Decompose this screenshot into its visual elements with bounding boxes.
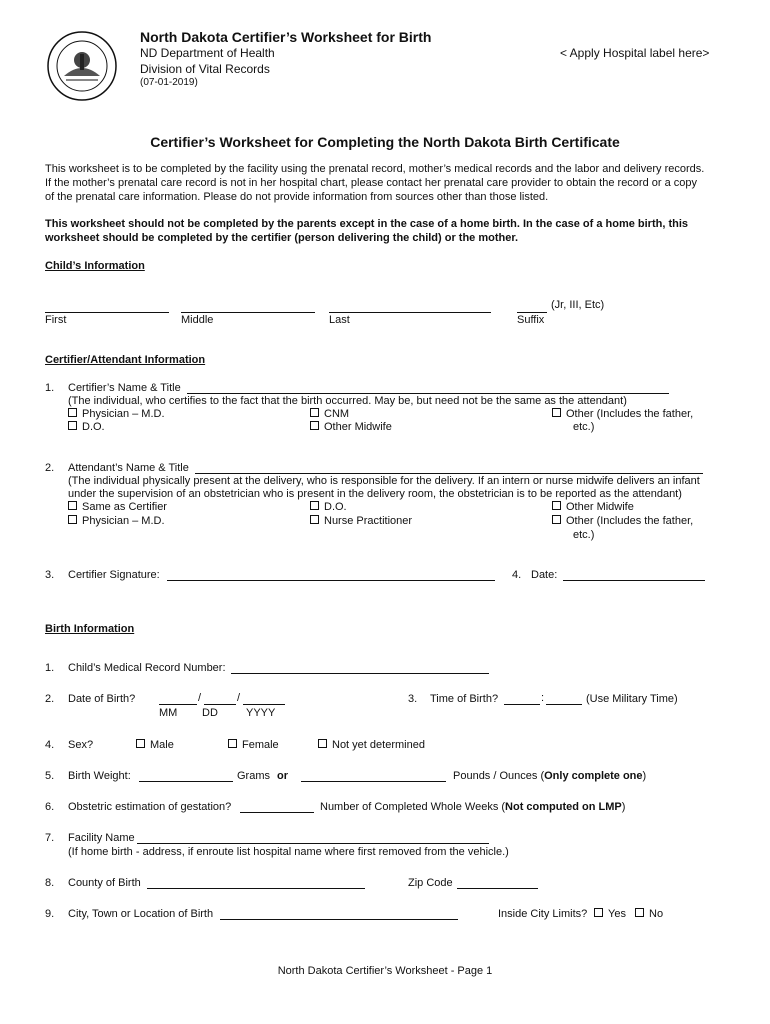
attendant-note-2: under the supervision of an obstetrician who is present in the delivery room, the obstetrician is to be reported as the attendant) [68, 488, 682, 500]
option-label: Physician – M.D. [82, 408, 165, 420]
mm-label: MM [159, 707, 178, 719]
suffix-field[interactable] [517, 301, 547, 313]
city-field[interactable] [220, 908, 458, 920]
checkbox-icon [552, 408, 561, 417]
checkbox-attendant-other-midwife[interactable] [552, 501, 634, 513]
checkbox-icon [228, 739, 237, 748]
checkbox-icon [68, 421, 77, 430]
checkbox-other-midwife[interactable] [310, 421, 392, 433]
time-of-birth-label: Time of Birth? [430, 693, 499, 705]
checkbox-icon [635, 908, 644, 917]
zip-label: Zip Code [408, 877, 453, 889]
yyyy-label: YYYY [246, 707, 276, 719]
military-time-note: (Use Military Time) [586, 693, 678, 705]
b3-number: 3. [408, 693, 418, 705]
main-title: Certifier’s Worksheet for Completing the North Dakota Birth Certificate [150, 134, 620, 150]
seal-icon [46, 30, 118, 102]
certifier-name-field[interactable] [187, 382, 669, 394]
middle-name-field[interactable] [181, 301, 315, 313]
close-paren: ) [642, 770, 647, 782]
certifier-note: (The individual, who certifies to the fact that the birth occurred. May be, but need not be the same as the attendant) [68, 395, 627, 407]
option-label: Other (Includes the father, [566, 515, 694, 527]
first-name-field[interactable] [45, 301, 169, 313]
option-label: D.O. [324, 501, 347, 513]
intro-line-3: of the prenatal care information. Please do not provide information from sources other than those listed. [45, 191, 549, 203]
intro-line-1: This worksheet is to be completed by the facility using the prenatal record, mother’s medical records and the labor and delivery records. [45, 163, 705, 175]
b5-number: 5. [45, 770, 55, 782]
checkbox-icon [68, 408, 77, 417]
attendant-name-label: Attendant’s Name & Title [68, 462, 189, 474]
weeks-text: Number of Completed Whole Weeks ( [320, 801, 506, 813]
checkbox-female[interactable] [228, 739, 279, 751]
date-label: Date: [531, 569, 558, 581]
first-label: First [45, 314, 67, 326]
option-label: Physician – M.D. [82, 515, 165, 527]
birth-weight-label: Birth Weight: [68, 770, 131, 782]
warning-line-2: worksheet should be completed by the certifier (person delivering the child) or the mother. [45, 232, 519, 244]
child-info-heading: Child’s Information [45, 260, 145, 272]
attendant-name-field[interactable] [195, 462, 703, 474]
option-label: CNM [324, 408, 350, 420]
option-label: Other (Includes the father, [566, 408, 694, 420]
city-limits-label: Inside City Limits? [498, 908, 588, 920]
city-label: City, Town or Location of Birth [68, 908, 214, 920]
b4-number: 4. [45, 739, 55, 751]
suffix-note: (Jr, III, Etc) [551, 299, 605, 311]
checkbox-icon [68, 515, 77, 524]
checkbox-no[interactable] [635, 908, 663, 920]
hospital-label-placeholder: < Apply Hospital label here> [560, 46, 710, 60]
medical-record-field[interactable] [231, 662, 489, 674]
checkbox-other[interactable] [552, 408, 693, 420]
q1-number: 1. [45, 382, 55, 394]
date-of-birth-label: Date of Birth? [68, 693, 136, 705]
checkbox-icon [552, 515, 561, 524]
pounds-text: Pounds / Ounces ( [453, 770, 545, 782]
option-label: D.O. [82, 421, 105, 433]
date-field[interactable] [563, 569, 705, 581]
facility-name-label: Facility Name [68, 832, 135, 844]
only-one-note: Only complete one [544, 770, 643, 782]
b6-number: 6. [45, 801, 55, 813]
q4-number: 4. [512, 569, 522, 581]
colon: : [541, 692, 545, 704]
certifier-signature-field[interactable] [167, 569, 495, 581]
checkbox-icon [310, 515, 319, 524]
q2-number: 2. [45, 462, 55, 474]
option-label-continued: etc.) [573, 529, 595, 541]
checkbox-do[interactable] [68, 421, 105, 433]
certifier-signature-label: Certifier Signature: [68, 569, 160, 581]
option-label: Other Midwife [324, 421, 392, 433]
checkbox-attendant-do[interactable] [310, 501, 347, 513]
dob-month-field[interactable] [159, 693, 197, 705]
weight-grams-field[interactable] [139, 770, 233, 782]
last-label: Last [329, 314, 350, 326]
weight-pounds-field[interactable] [301, 770, 446, 782]
checkbox-yes[interactable] [594, 908, 626, 920]
checkbox-icon [552, 501, 561, 510]
form-date: (07-01-2019) [140, 77, 198, 88]
certifier-heading: Certifier/Attendant Information [45, 354, 206, 366]
suffix-label: Suffix [517, 314, 545, 326]
dd-label: DD [202, 707, 218, 719]
option-label: Yes [608, 908, 626, 920]
checkbox-icon [310, 501, 319, 510]
last-name-field[interactable] [329, 301, 491, 313]
time-hours-field[interactable] [504, 693, 540, 705]
dob-day-field[interactable] [204, 693, 236, 705]
or-label: or [277, 770, 288, 782]
gestation-label: Obstetric estimation of gestation? [68, 801, 232, 813]
option-label: Male [150, 739, 174, 751]
option-label-continued: etc.) [573, 421, 595, 433]
facility-name-field[interactable] [137, 832, 489, 844]
sex-label: Sex? [68, 739, 94, 751]
option-label: Female [242, 739, 279, 751]
checkbox-same-as-certifier[interactable] [68, 501, 167, 513]
medical-record-label: Child’s Medical Record Number: [68, 662, 226, 674]
county-field[interactable] [147, 877, 365, 889]
b8-number: 8. [45, 877, 55, 889]
checkbox-icon [318, 739, 327, 748]
b1-number: 1. [45, 662, 55, 674]
slash: / [198, 692, 202, 704]
checkbox-icon [310, 421, 319, 430]
intro-line-2: If the mother’s prenatal care record is not in her hospital chart, please contact her prenatal care provider to obtain the record or a copy [45, 177, 698, 189]
middle-label: Middle [181, 314, 214, 326]
grams-label: Grams [237, 770, 270, 782]
b7-number: 7. [45, 832, 55, 844]
county-label: County of Birth [68, 877, 141, 889]
page-header-title: North Dakota Certifier’s Worksheet for Birth [140, 29, 432, 45]
warning-line-1: This worksheet should not be completed by the parents except in the case of a home birth. In the case of a home birth, this [45, 218, 689, 230]
checkbox-icon [594, 908, 603, 917]
checkbox-not-determined[interactable] [318, 739, 425, 751]
checkbox-cnm[interactable] [310, 408, 349, 420]
checkbox-icon [136, 739, 145, 748]
option-label: Nurse Practitioner [324, 515, 413, 527]
checkbox-icon [68, 501, 77, 510]
checkbox-physician-md[interactable] [68, 408, 165, 420]
division-name: Division of Vital Records [140, 62, 270, 76]
gestation-field[interactable] [240, 801, 314, 813]
state-seal [46, 30, 118, 102]
dept-name: ND Department of Health [140, 46, 275, 60]
option-label: No [649, 908, 664, 920]
weeks-label [320, 801, 625, 813]
checkbox-male[interactable] [136, 739, 174, 751]
slash: / [237, 692, 241, 704]
option-label: Other Midwife [566, 501, 634, 513]
not-lmp-note: Not computed on LMP [505, 801, 622, 813]
certifier-name-label: Certifier’s Name & Title [68, 382, 181, 394]
option-label: Not yet determined [332, 739, 425, 751]
pounds-label [453, 770, 646, 782]
dob-year-field[interactable] [243, 693, 285, 705]
q3-number: 3. [45, 569, 55, 581]
checkbox-attendant-other[interactable] [552, 515, 693, 527]
time-minutes-field[interactable] [546, 693, 582, 705]
attendant-note-1: (The individual physically present at the delivery, who is responsible for the delivery. If an intern or nurse midwife delivers an infant [68, 475, 700, 487]
b2-number: 2. [45, 693, 55, 705]
zip-field[interactable] [457, 877, 538, 889]
page-footer: North Dakota Certifier’s Worksheet - Page 1 [277, 965, 493, 977]
checkbox-attendant-physician-md[interactable] [68, 515, 165, 527]
option-label: Same as Certifier [82, 501, 167, 513]
checkbox-nurse-practitioner[interactable] [310, 515, 412, 527]
birth-info-heading: Birth Information [45, 623, 135, 635]
facility-note: (If home birth - address, if enroute list hospital name where first removed from the vehicle.) [68, 846, 509, 858]
b9-number: 9. [45, 908, 55, 920]
close-paren: ) [621, 801, 626, 813]
checkbox-icon [310, 408, 319, 417]
